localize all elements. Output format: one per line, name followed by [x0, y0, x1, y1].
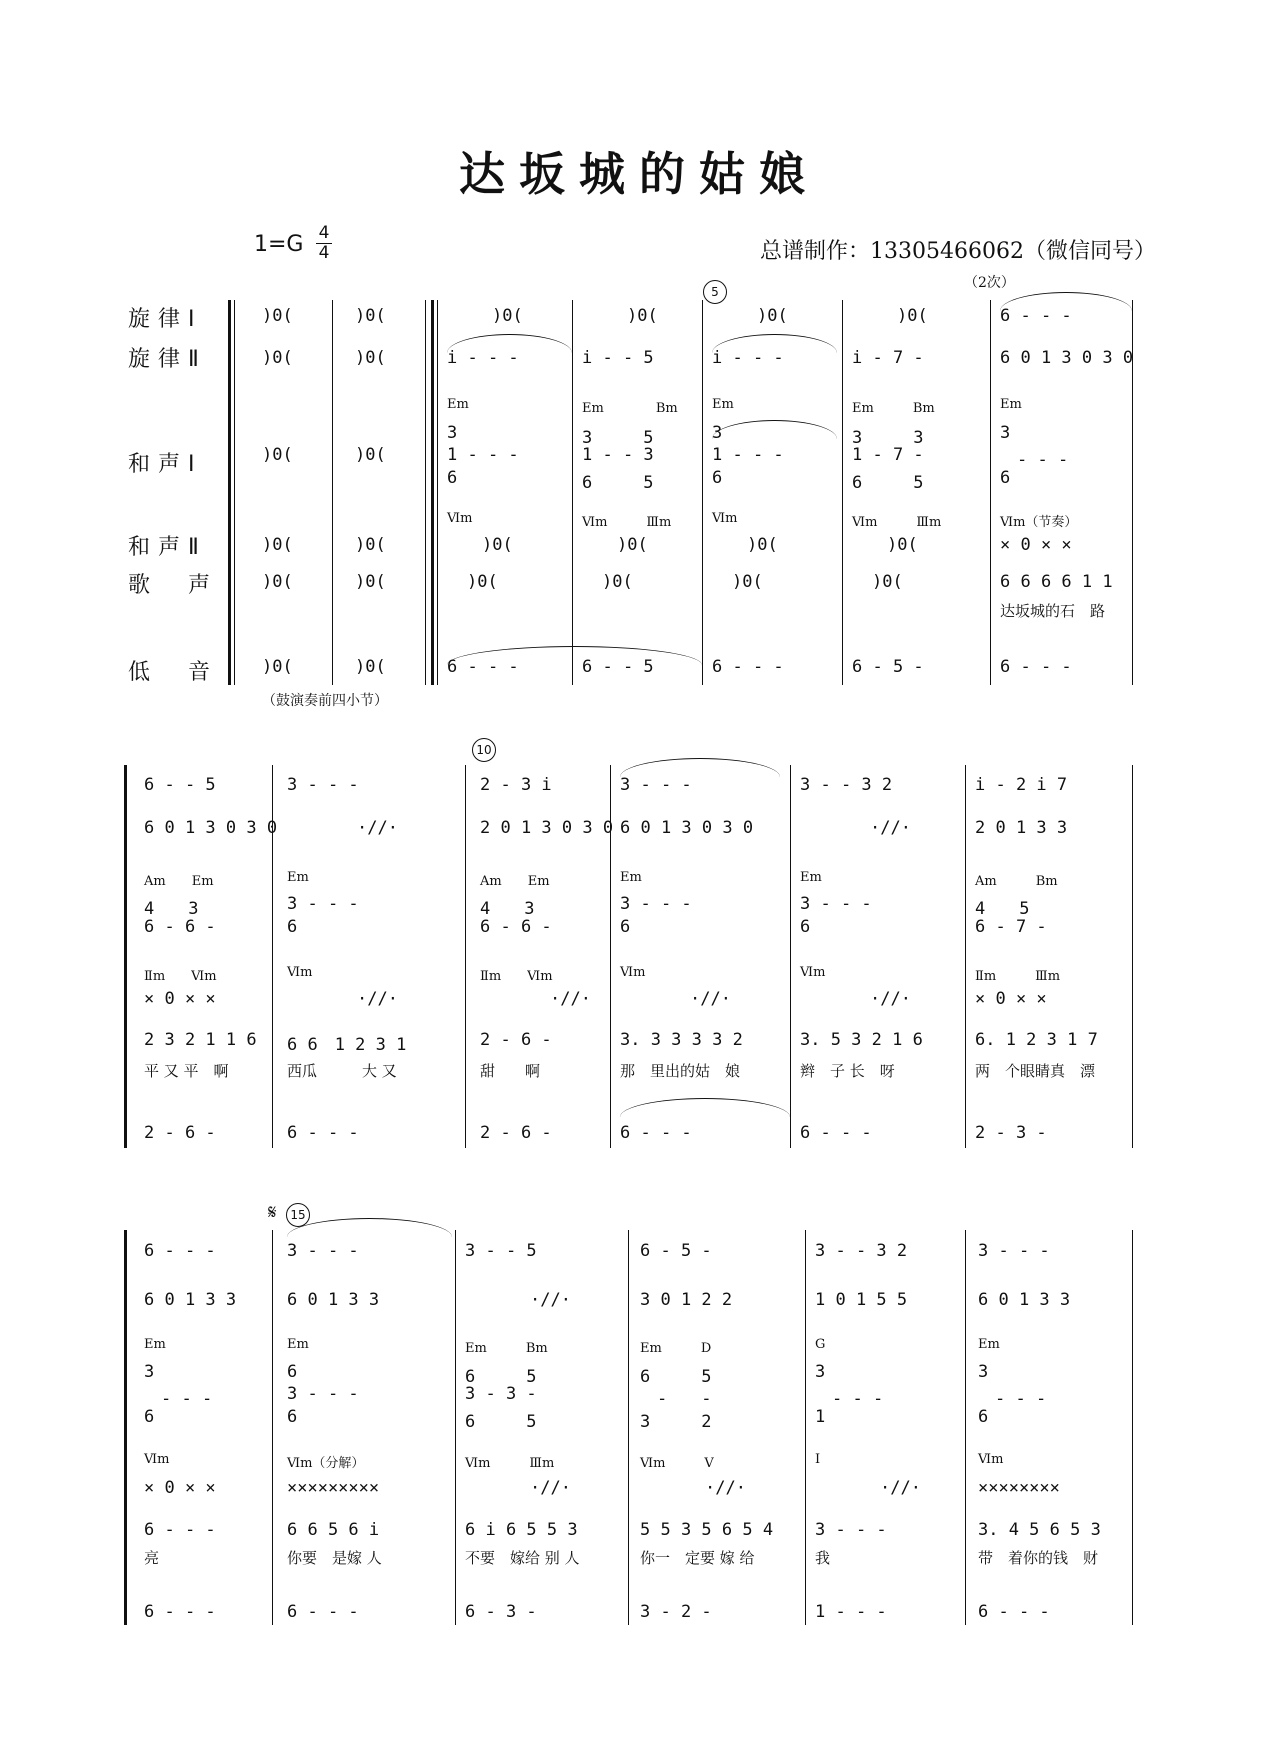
- system3-voice-measure: 6 i 6 5 5 3: [465, 1520, 578, 1540]
- slur-mark: [447, 646, 702, 665]
- system1-chords1-cell: Em: [1000, 397, 1022, 412]
- system1-harm1_top-cell: 3: [712, 423, 723, 443]
- system1-melody2-measure: 6 0 1 3 0 3 0: [1000, 348, 1134, 368]
- system3-start-barline: [124, 1230, 127, 1625]
- system1-harm1_mid-measure: 1 - - -: [447, 445, 519, 465]
- system2-melody2-measure: 2 0 1 3 3: [975, 818, 1068, 838]
- system2-chords1-measure: Em: [800, 870, 822, 885]
- system3-harm1_top-measure: 3: [144, 1362, 155, 1382]
- system3-chords2-measure: Ⅵm（分解）: [287, 1456, 365, 1471]
- system2-lyrics-measure: 平 又 平 啊: [144, 1062, 229, 1080]
- system2-harm1_top-measure: 3 - - -: [287, 894, 359, 914]
- system2-chords2-measure: Ⅵm: [620, 965, 646, 980]
- system1-harm1_mid-measure: )0(: [262, 445, 293, 465]
- system3-lyrics-measure: 带 着你的钱 财: [978, 1549, 1099, 1567]
- system2-melody1-measure: i - 2 i 7: [975, 775, 1068, 795]
- system1-melody1-measure: )0(: [492, 306, 523, 326]
- system2-harm2-measure: ·//·: [870, 989, 911, 1009]
- system2-harm2-measure: ·//·: [690, 989, 731, 1009]
- system2-voice-measure: 3. 5 3 2 1 6: [800, 1030, 923, 1050]
- system2-melody1-measure: 3 - - -: [620, 775, 692, 795]
- system3-chords2-measure: Ⅵm Ⅴ: [640, 1456, 714, 1471]
- system1-chords2-cell: Ⅵm Ⅲm: [852, 515, 942, 530]
- system3-melody2-measure: ·//·: [530, 1290, 571, 1310]
- system1-harm2-measure: × 0 × ×: [1000, 535, 1072, 555]
- system1-voice-measure: )0(: [467, 572, 498, 592]
- system3-chords2-measure: Ⅵm Ⅲm: [465, 1456, 555, 1471]
- system3-voice-measure: 5 5 3 5 6 5 4: [640, 1520, 774, 1540]
- system2-chords1-measure: Am Em: [480, 874, 550, 889]
- slur-mark: [712, 334, 837, 353]
- system2-barline: [1132, 765, 1133, 1148]
- system3-barline: [272, 1230, 273, 1625]
- system1-harm1_top-cell: 3 3: [852, 428, 924, 448]
- system3-harm1_bot-measure: 6: [144, 1407, 155, 1427]
- system1-bass-measure: 6 - 5 -: [852, 657, 924, 677]
- system3-harm2-measure: ·//·: [530, 1478, 571, 1498]
- system1-melody2-measure: i - - -: [447, 348, 519, 368]
- system2-harm1_bot-measure: 6 - 6 -: [144, 917, 216, 937]
- system2-melody1-measure: 3 - - 3 2: [800, 775, 893, 795]
- staff-label-harmony-2: 和声Ⅱ: [128, 535, 207, 560]
- system2-bass-measure: 6 - - -: [620, 1123, 692, 1143]
- system3-melody2-measure: 6 0 1 3 3: [287, 1290, 380, 1310]
- system2-chords2-measure: Ⅵm: [287, 965, 313, 980]
- system3-chords1-measure: Em: [144, 1337, 166, 1352]
- system2-harm1_bot-measure: 6: [287, 917, 298, 937]
- system3-chords1-measure: Em D: [640, 1341, 712, 1356]
- system1-voice-measure: )0(: [602, 572, 633, 592]
- system3-harm2-measure: ·//·: [705, 1478, 746, 1498]
- system2-chords1-measure: Em: [620, 870, 642, 885]
- system1-bass-measure: 6 - - -: [712, 657, 784, 677]
- system2-bass-measure: 2 - 6 -: [144, 1123, 216, 1143]
- system1-melody1-measure: )0(: [897, 306, 928, 326]
- system3-melody1-measure: 3 - - -: [978, 1241, 1050, 1261]
- system1-melody2-measure: i - 7 -: [852, 348, 924, 368]
- system2-bass-measure: 6 - - -: [287, 1123, 359, 1143]
- system1-melody1-measure: )0(: [262, 306, 293, 326]
- system3-melody2-measure: 3 0 1 2 2: [640, 1290, 733, 1310]
- slur-mark: [287, 1218, 452, 1237]
- system1-harm1_bot-cell: 6: [1000, 468, 1011, 488]
- system3-melody1-measure: 3 - - 5: [465, 1241, 537, 1261]
- system3-barline: [805, 1230, 806, 1625]
- system1-harm2-measure: )0(: [887, 535, 918, 555]
- system3-harm1_top-measure: 3: [978, 1362, 989, 1382]
- system1-harm1_top-cell: 3: [1000, 423, 1011, 443]
- system3-harm2-measure: × 0 × ×: [144, 1478, 216, 1498]
- system2-chords1-measure: Am Em: [144, 874, 214, 889]
- system2-melody2-measure: 6 0 1 3 0 3 0: [144, 818, 278, 838]
- system1-start-barline-thin: [234, 300, 235, 685]
- system3-harm1_mid-measure: - - -: [144, 1389, 213, 1409]
- system1-repeat-barline: [431, 300, 434, 685]
- system2-bass-measure: 2 - 6 -: [480, 1123, 552, 1143]
- system1-chords1-cell: Em Bm: [582, 401, 678, 416]
- slur-mark: [620, 758, 780, 777]
- system2-melody1-measure: 3 - - -: [287, 775, 359, 795]
- system3-lyrics-measure: 我: [815, 1549, 831, 1567]
- system2-harm1_top-measure: 3 - - -: [800, 894, 872, 914]
- system3-harm2-measure: ×××××××××: [287, 1478, 380, 1498]
- system2-chords2-measure: Ⅵm: [800, 965, 826, 980]
- system2-harm1_bot-measure: 6: [800, 917, 811, 937]
- slur-mark: [447, 334, 572, 353]
- system3-harm1_mid-measure: - - -: [815, 1389, 884, 1409]
- system3-bass-measure: 3 - 2 -: [640, 1602, 712, 1622]
- score-credit: 总谱制作：13305466062（微信同号）: [760, 239, 1156, 264]
- system2-harm2-measure: × 0 × ×: [144, 989, 216, 1009]
- system1-voice-measure: )0(: [355, 572, 386, 592]
- system3-harm1_bot-measure: 6 5: [465, 1412, 537, 1432]
- system3-lyrics-measure: 你一 定要 嫁 给: [640, 1549, 755, 1567]
- song-title: 达坂城的姑娘: [459, 147, 819, 201]
- system3-voice-measure: 6 - - -: [144, 1520, 216, 1540]
- system3-bass-measure: 6 - - -: [978, 1602, 1050, 1622]
- staff-label-voice: 歌 声: [128, 573, 219, 598]
- system1-harm1_mid-measure: 1 - 7 -: [852, 445, 924, 465]
- system2-barline: [465, 765, 466, 1148]
- system2-chords2-measure: Ⅱm Ⅵm: [480, 969, 553, 984]
- system2-voice-measure: 6 6 1 2 3 1: [287, 1035, 407, 1055]
- system1-chords2-cell: Ⅵm Ⅲm: [582, 515, 672, 530]
- system3-melody1-measure: 3 - - -: [287, 1241, 359, 1261]
- system2-harm2-measure: ·//·: [550, 989, 591, 1009]
- system3-harm1_bot-measure: 6: [978, 1407, 989, 1427]
- system3-harm1_bot-measure: 3 2: [640, 1412, 712, 1432]
- system1-bass-measure: )0(: [355, 657, 386, 677]
- system2-barline: [965, 765, 966, 1148]
- system2-barline: [790, 765, 791, 1148]
- rehearsal-mark-10: 10: [472, 738, 496, 762]
- system2-melody2-measure: 2 0 1 3 0 3 0: [480, 818, 614, 838]
- system1-chords2-cell: Ⅵm（节奏）: [1000, 515, 1078, 530]
- system3-chords1-measure: Em: [978, 1337, 1000, 1352]
- rehearsal-mark-15: 15: [286, 1203, 310, 1227]
- system2-chords1-measure: Am Bm: [975, 874, 1058, 889]
- system3-voice-measure: 6 6 5 6 i: [287, 1520, 380, 1540]
- system1-barline: [842, 300, 843, 685]
- key-signature: 1=G: [254, 232, 304, 257]
- system2-bass-measure: 2 - 3 -: [975, 1123, 1047, 1143]
- system2-bass-measure: 6 - - -: [800, 1123, 872, 1143]
- system1-bass-measure: 6 - - -: [1000, 657, 1072, 677]
- system3-chords1-measure: Em: [287, 1337, 309, 1352]
- system1-barline: [572, 300, 573, 685]
- system2-harm1_bot-measure: 6 - 7 -: [975, 917, 1047, 937]
- drum-intro-note: （鼓演奏前四小节）: [262, 693, 388, 709]
- system1-harm1_mid-measure: - - -: [1000, 450, 1069, 470]
- system1-melody1-measure: )0(: [757, 306, 788, 326]
- system2-harm1_bot-measure: 6: [620, 917, 631, 937]
- system3-bass-measure: 1 - - -: [815, 1602, 887, 1622]
- system1-harm1_mid-measure: )0(: [355, 445, 386, 465]
- system1-voice-measure: 6 6 6 6 1 1: [1000, 572, 1113, 592]
- system1-harm2-measure: )0(: [482, 535, 513, 555]
- system3-chords1-measure: Em Bm: [465, 1341, 548, 1356]
- system3-melody2-measure: 6 0 1 3 3: [978, 1290, 1071, 1310]
- system1-chords2-cell: Ⅵm: [712, 511, 738, 526]
- system1-melody2-measure: )0(: [355, 348, 386, 368]
- system1-harm1_top-cell: 3: [447, 423, 458, 443]
- system2-start-barline: [124, 765, 127, 1148]
- system3-chords2-measure: Ⅵm: [144, 1452, 170, 1467]
- system3-harm2-measure: ·//·: [880, 1478, 921, 1498]
- staff-label-bass: 低 音: [128, 660, 219, 685]
- system3-chords2-measure: Ⅰ: [815, 1452, 821, 1467]
- system1-voice-measure: )0(: [872, 572, 903, 592]
- system1-harm1_bot-cell: 6 5: [582, 473, 654, 493]
- system3-harm1_mid-measure: - - -: [978, 1389, 1047, 1409]
- system2-lyrics-measure: 那 里出的姑 娘: [620, 1062, 741, 1080]
- system1-chords2-cell: Ⅵm: [447, 511, 473, 526]
- system3-harm2-measure: ××××××××: [978, 1478, 1060, 1498]
- system1-voice-measure: )0(: [732, 572, 763, 592]
- staff-label-harmony-1: 和声Ⅰ: [128, 452, 203, 477]
- system1-harm1_bot-cell: 6: [447, 468, 458, 488]
- system1-bass-measure: 6 - - 5: [582, 657, 654, 677]
- staff-label-melody-2: 旋律Ⅱ: [128, 347, 207, 372]
- system1-voice-measure: )0(: [262, 572, 293, 592]
- system3-melody1-measure: 3 - - 3 2: [815, 1241, 908, 1261]
- rehearsal-mark-5: 5: [703, 280, 727, 304]
- system3-barline: [1132, 1230, 1133, 1625]
- system1-harm1_bot-cell: 6 5: [852, 473, 924, 493]
- system3-bass-measure: 6 - - -: [287, 1602, 359, 1622]
- system3-bass-measure: 6 - 3 -: [465, 1602, 537, 1622]
- system1-harm2-measure: )0(: [262, 535, 293, 555]
- system1-melody2-measure: i - - 5: [582, 348, 654, 368]
- staff-label-melody-1: 旋律Ⅰ: [128, 307, 203, 332]
- system2-melody2-measure: ·//·: [357, 818, 398, 838]
- system2-lyrics-measure: 西瓜 大 又: [287, 1062, 397, 1080]
- system2-lyrics-measure: 甜 啊: [480, 1062, 541, 1080]
- system1-melody1-measure: 6 - - -: [1000, 306, 1072, 326]
- system1-chords1-cell: Em Bm: [852, 401, 935, 416]
- system3-melody2-measure: 6 0 1 3 3: [144, 1290, 237, 1310]
- system3-voice-measure: 3. 4 5 6 5 3: [978, 1520, 1101, 1540]
- system1-repeat-barline-thin: [437, 300, 438, 685]
- system3-harm1_mid-measure: 3 - - -: [287, 1384, 359, 1404]
- system3-melody1-measure: 6 - 5 -: [640, 1241, 712, 1261]
- slur-mark: [620, 1098, 790, 1117]
- system2-melody1-measure: 6 - - 5: [144, 775, 216, 795]
- system1-harm1_mid-measure: 1 - - -: [712, 445, 784, 465]
- system1-harm2-measure: )0(: [355, 535, 386, 555]
- system1-harm1_mid-measure: 1 - - 3: [582, 445, 654, 465]
- system3-chords2-measure: Ⅵm: [978, 1452, 1004, 1467]
- system2-lyrics-measure: 辫 子 长 呀: [800, 1062, 895, 1080]
- system1-start-barline: [228, 300, 231, 685]
- system1-melody1-measure: )0(: [355, 306, 386, 326]
- system2-harm2-measure: × 0 × ×: [975, 989, 1047, 1009]
- system3-voice-measure: 3 - - -: [815, 1520, 887, 1540]
- system2-melody2-measure: ·//·: [870, 818, 911, 838]
- system3-barline: [628, 1230, 629, 1625]
- system3-melody1-measure: 6 - - -: [144, 1241, 216, 1261]
- system1-lyrics: 达坂城的石 路: [1000, 602, 1106, 620]
- system3-lyrics-measure: 亮: [144, 1549, 160, 1567]
- system2-harm2-measure: ·//·: [357, 989, 398, 1009]
- system1-barline: [990, 300, 991, 685]
- system2-harm1_top-measure: 4 5: [975, 899, 1030, 919]
- time-signature-top: 4: [316, 224, 332, 244]
- system2-harm1_top-measure: 4 3: [480, 899, 535, 919]
- system3-bass-measure: 6 - - -: [144, 1602, 216, 1622]
- system1-harm2-measure: )0(: [747, 535, 778, 555]
- system1-harm1_top-cell: 3 5: [582, 428, 654, 448]
- system3-lyrics-measure: 你要 是嫁 人: [287, 1549, 382, 1567]
- system2-melody2-measure: 6 0 1 3 0 3 0: [620, 818, 754, 838]
- system1-melody2-measure: )0(: [262, 348, 293, 368]
- system1-barline: [332, 300, 333, 685]
- system3-harm1_top-measure: 6 5: [640, 1367, 712, 1387]
- slur-mark: [712, 420, 837, 439]
- system3-barline: [965, 1230, 966, 1625]
- system2-lyrics-measure: 两 个眼睛真 漂: [975, 1062, 1096, 1080]
- system3-harm1_top-measure: 6: [287, 1362, 298, 1382]
- system1-harm2-measure: )0(: [617, 535, 648, 555]
- system2-voice-measure: 3. 3 3 3 3 2: [620, 1030, 743, 1050]
- segno-sign: 𝄋: [268, 1200, 277, 1224]
- system3-harm1_top-measure: 6 5: [465, 1367, 537, 1387]
- system1-barline: [425, 300, 426, 685]
- system2-chords1-measure: Em: [287, 870, 309, 885]
- system3-melody2-measure: 1 0 1 5 5: [815, 1290, 908, 1310]
- system2-melody1-measure: 2 - 3 i: [480, 775, 552, 795]
- system3-harm1_top-measure: 3: [815, 1362, 826, 1382]
- system1-chords1-cell: Em: [712, 397, 734, 412]
- time-signature: [316, 224, 332, 263]
- system2-voice-measure: 2 3 2 1 1 6: [144, 1030, 257, 1050]
- system1-melody1-measure: )0(: [627, 306, 658, 326]
- system1-bass-measure: 6 - - -: [447, 657, 519, 677]
- system1-harm1_bot-cell: 6: [712, 468, 723, 488]
- system2-voice-measure: 2 - 6 -: [480, 1030, 552, 1050]
- system1-chords1-cell: Em: [447, 397, 469, 412]
- system3-harm1_mid-measure: 3 - 3 -: [465, 1384, 537, 1404]
- system2-harm1_bot-measure: 6 - 6 -: [480, 917, 552, 937]
- system3-harm1_mid-measure: - -: [640, 1389, 712, 1409]
- system2-voice-measure: 6. 1 2 3 1 7: [975, 1030, 1098, 1050]
- system1-melody2-measure: i - - -: [712, 348, 784, 368]
- system3-chords1-measure: G: [815, 1337, 826, 1352]
- system3-harm1_bot-measure: 6: [287, 1407, 298, 1427]
- system3-lyrics-measure: 不要 嫁给 别 人: [465, 1549, 580, 1567]
- system2-harm1_top-measure: 4 3: [144, 899, 199, 919]
- system1-bass-measure: )0(: [262, 657, 293, 677]
- system3-barline: [455, 1230, 456, 1625]
- time-signature-bottom: 4: [318, 243, 330, 263]
- system2-chords2-measure: Ⅱm Ⅵm: [144, 969, 217, 984]
- system1-barline: [702, 300, 703, 685]
- system2-chords2-measure: Ⅱm Ⅲm: [975, 969, 1061, 984]
- slur-mark: [1000, 292, 1132, 311]
- system3-harm1_bot-measure: 1: [815, 1407, 826, 1427]
- repeat-twice-note: （2次）: [964, 275, 1015, 291]
- system2-harm1_top-measure: 3 - - -: [620, 894, 692, 914]
